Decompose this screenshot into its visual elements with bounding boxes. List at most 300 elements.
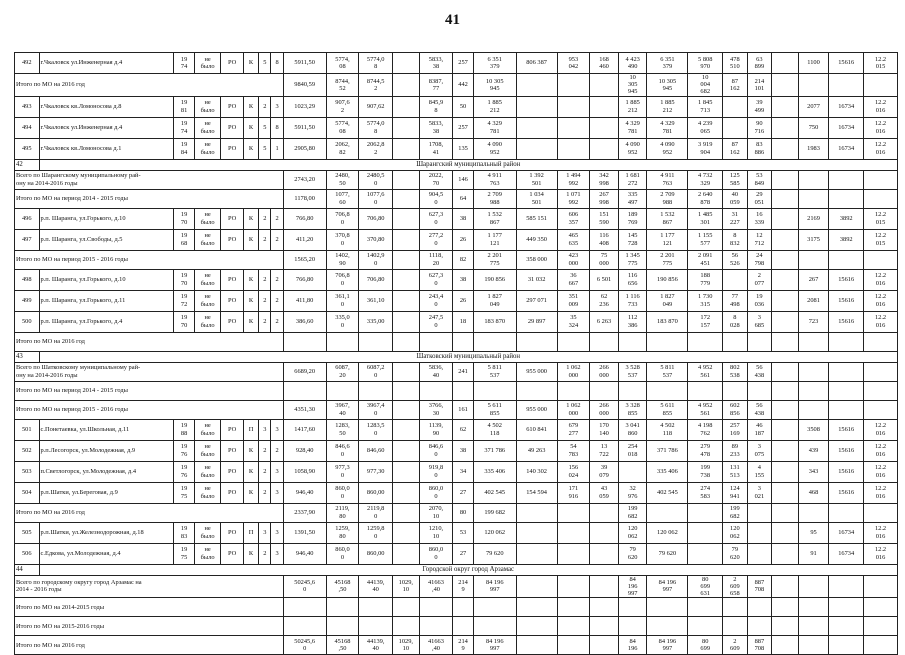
table-cell [618, 617, 647, 636]
table-cell [590, 117, 619, 138]
table-cell: 802 538 [723, 362, 748, 381]
table-row [15, 53, 898, 74]
table-cell: 62 [453, 419, 473, 440]
table-cell: 2062, 82 [326, 138, 359, 159]
table-cell: 3508 [798, 419, 829, 440]
table-cell: 8 [271, 117, 283, 138]
table-cell [772, 250, 799, 269]
table-cell [516, 598, 557, 617]
table-cell: 706,80 [359, 269, 393, 290]
table-cell: 56 526 [723, 250, 748, 269]
table-cell: 3766, 30 [419, 400, 453, 419]
table-cell [557, 598, 590, 617]
address-cell: р.п. Шаранга, ул.Горького, д.4 [39, 311, 174, 332]
table-cell: 846,6 0 [419, 440, 453, 461]
table-cell: 2 [259, 543, 271, 564]
table-cell [688, 332, 723, 351]
table-cell [688, 598, 723, 617]
table-cell: 8744,5 2 [359, 74, 393, 97]
table-cell: 18 [453, 311, 473, 332]
table-cell: РО [221, 482, 243, 503]
table-cell [747, 522, 772, 543]
table-cell [283, 617, 326, 636]
subtotal-row [15, 170, 898, 189]
table-cell: 90 716 [747, 117, 772, 138]
table-cell: РО [221, 229, 243, 250]
table-cell: 4351,30 [283, 400, 326, 419]
table-cell: 63 899 [747, 53, 772, 74]
table-cell: К [243, 138, 258, 159]
subtotal-label: Итого по МО на период 2015 - 2016 годы [15, 250, 284, 269]
table-cell: 12.2 016 [864, 419, 898, 440]
table-cell: 1283, 50 [326, 419, 359, 440]
table-cell [473, 598, 516, 617]
table-cell: 12.2 016 [864, 290, 898, 311]
table-row [15, 522, 898, 543]
table-cell: К [243, 229, 258, 250]
table-cell: 29 897 [516, 311, 557, 332]
table-cell: 140 302 [516, 461, 557, 482]
table-cell: не было [194, 208, 221, 229]
table-cell [473, 332, 516, 351]
row-number-cell: 495 [15, 138, 40, 159]
table-cell [590, 332, 619, 351]
table-cell: 370,8 0 [326, 229, 359, 250]
table-cell: 371 786 [647, 440, 688, 461]
table-cell: 12.2 016 [864, 117, 898, 138]
subtotal-row [15, 636, 898, 655]
table-cell [473, 617, 516, 636]
table-cell: 84 196 997 [473, 575, 516, 598]
table-cell [590, 522, 619, 543]
table-cell: 4 952 561 [688, 362, 723, 381]
table-cell [772, 269, 799, 290]
table-cell: 19 68 [174, 229, 194, 250]
table-cell [864, 362, 898, 381]
table-cell: 3967,4 0 [359, 400, 393, 419]
table-cell: 860,0 0 [419, 543, 453, 564]
section-row [15, 159, 898, 170]
section-number: 44 [15, 564, 40, 575]
table-row [15, 419, 898, 440]
table-cell [557, 636, 590, 655]
table-cell: 19 88 [174, 419, 194, 440]
table-cell: 183 870 [647, 311, 688, 332]
table-cell: 267 [798, 269, 829, 290]
table-cell: 2 [259, 290, 271, 311]
table-cell: 41663 ,40 [419, 575, 453, 598]
table-cell: 214 9 [453, 636, 473, 655]
table-cell: 2119,8 0 [359, 503, 393, 522]
table-cell: 860,0 0 [419, 482, 453, 503]
table-cell [747, 503, 772, 522]
subtotal-row [15, 503, 898, 522]
table-cell [419, 598, 453, 617]
table-cell [618, 461, 647, 482]
table-cell: 84 196 [618, 636, 647, 655]
table-cell: 145 728 [618, 229, 647, 250]
table-cell [723, 617, 748, 636]
table-cell: 266 000 [590, 362, 619, 381]
table-cell: К [243, 440, 258, 461]
subtotal-row [15, 381, 898, 400]
table-cell: РО [221, 208, 243, 229]
table-row [15, 208, 898, 229]
table-cell: К [243, 96, 258, 117]
table-cell: 860,0 0 [326, 543, 359, 564]
subtotal-label: Всего по Шарангскому муниципальному рай- ону на 2014-2016 годы [15, 170, 284, 189]
table-cell: 40 059 [723, 189, 748, 208]
table-cell: 5911,50 [283, 117, 326, 138]
table-cell [393, 617, 420, 636]
table-cell: 370,80 [359, 229, 393, 250]
table-cell [590, 543, 619, 564]
table-cell: 1 730 315 [688, 290, 723, 311]
table-cell: 358 000 [516, 250, 557, 269]
table-cell [557, 96, 590, 117]
table-cell [516, 522, 557, 543]
subtotal-label: Всего по Шатковскому муниципальному рай- ону на 2014-2016 годы [15, 362, 284, 381]
subtotal-label: Итого по МО на 2016 год [15, 636, 284, 655]
table-cell: 84 196 997 [473, 636, 516, 655]
table-cell: 4 090 952 [618, 138, 647, 159]
table-cell: 4 090 952 [647, 138, 688, 159]
table-cell: К [243, 290, 258, 311]
table-cell [393, 461, 420, 482]
table-cell: 2 [259, 96, 271, 117]
table-cell: 2480,5 0 [359, 170, 393, 189]
table-cell: 2022, 70 [419, 170, 453, 189]
subtotal-row [15, 598, 898, 617]
table-cell [747, 543, 772, 564]
table-cell [798, 250, 829, 269]
table-cell: 1 885 212 [618, 96, 647, 117]
table-cell: 465 635 [557, 229, 590, 250]
table-cell: 2 [271, 290, 283, 311]
table-cell: 190 856 [647, 269, 688, 290]
table-cell [798, 332, 829, 351]
table-cell: 5774, 08 [326, 53, 359, 74]
table-cell: 16734 [829, 138, 864, 159]
table-cell: 1 845 713 [688, 96, 723, 117]
table-cell [590, 636, 619, 655]
table-cell: не было [194, 53, 221, 74]
table-cell: 2070, 10 [419, 503, 453, 522]
table-cell: 766,80 [283, 208, 326, 229]
table-cell: 43 059 [590, 482, 619, 503]
table-cell: 1565,20 [283, 250, 326, 269]
table-cell [864, 332, 898, 351]
table-cell: 4 911 763 [473, 170, 516, 189]
table-cell: 16734 [829, 522, 864, 543]
table-cell: 27 [453, 482, 473, 503]
table-cell: не было [194, 269, 221, 290]
table-cell [772, 332, 799, 351]
table-cell: не было [194, 440, 221, 461]
table-row [15, 117, 898, 138]
table-cell: РО [221, 290, 243, 311]
table-cell: 1 062 000 [557, 400, 590, 419]
table-cell: 1178,00 [283, 189, 326, 208]
table-cell: не было [194, 461, 221, 482]
table-cell: РО [221, 138, 243, 159]
table-cell: 116 408 [590, 229, 619, 250]
address-cell: р.п. Шаранга, ул.Горького, д.10 [39, 208, 174, 229]
table-cell: П [243, 522, 258, 543]
table-cell: 5836, 40 [419, 362, 453, 381]
table-cell: 50245,6 0 [283, 575, 326, 598]
table-cell: 79 620 [618, 543, 647, 564]
table-cell: 172 157 [688, 311, 723, 332]
table-cell [557, 575, 590, 598]
table-cell [359, 332, 393, 351]
table-cell: 12 712 [747, 229, 772, 250]
row-number-cell: 500 [15, 311, 40, 332]
table-cell [772, 189, 799, 208]
table-cell [829, 362, 864, 381]
table-cell [393, 290, 420, 311]
table-cell: 4 502 118 [647, 419, 688, 440]
table-cell: 5 808 970 [688, 53, 723, 74]
table-cell: 171 916 [557, 482, 590, 503]
table-cell: К [243, 543, 258, 564]
table-cell: РО [221, 53, 243, 74]
row-number-cell: 494 [15, 117, 40, 138]
table-cell: 335 406 [647, 461, 688, 482]
table-cell [393, 543, 420, 564]
table-cell: 19 76 [174, 440, 194, 461]
table-cell [393, 229, 420, 250]
table-cell [772, 598, 799, 617]
subtotal-row [15, 250, 898, 269]
table-cell: 4 198 762 [688, 419, 723, 440]
table-cell: 199 682 [723, 503, 748, 522]
table-cell: 36 667 [557, 269, 590, 290]
table-cell [647, 332, 688, 351]
table-cell: 2 [259, 269, 271, 290]
table-cell: 80 [453, 503, 473, 522]
table-cell [829, 617, 864, 636]
table-cell: 2 201 775 [647, 250, 688, 269]
table-cell: не было [194, 117, 221, 138]
table-cell: не было [194, 522, 221, 543]
table-cell: 80 699 [688, 636, 723, 655]
table-cell [772, 543, 799, 564]
table-cell: 151 590 [590, 208, 619, 229]
table-cell [772, 290, 799, 311]
table-cell [747, 598, 772, 617]
table-cell: К [243, 482, 258, 503]
table-cell: 402 545 [473, 482, 516, 503]
table-cell: 1 155 577 [688, 229, 723, 250]
table-cell [419, 617, 453, 636]
table-cell: 887 708 [747, 636, 772, 655]
table-cell: 423 000 [557, 250, 590, 269]
table-cell [359, 617, 393, 636]
table-cell [516, 617, 557, 636]
table-cell: 3 685 [747, 311, 772, 332]
table-cell: 2 709 988 [473, 189, 516, 208]
table-cell [283, 598, 326, 617]
table-cell: 4 239 065 [688, 117, 723, 138]
table-cell [283, 381, 326, 400]
subtotal-label: Итого по МО на 2016 год [15, 74, 284, 97]
table-cell: 610 841 [516, 419, 557, 440]
table-cell: РО [221, 543, 243, 564]
table-cell: 750 [798, 117, 829, 138]
table-row [15, 290, 898, 311]
subtotal-row [15, 362, 898, 381]
table-cell: 266 000 [590, 400, 619, 419]
table-cell: 3892 [829, 229, 864, 250]
table-cell [772, 74, 799, 97]
table-cell: 887 708 [747, 575, 772, 598]
table-cell [798, 636, 829, 655]
table-cell: 156 024 [557, 461, 590, 482]
table-cell: 12.2 016 [864, 138, 898, 159]
row-number-cell: 493 [15, 96, 40, 117]
table-cell: 946,40 [283, 482, 326, 503]
table-cell [557, 117, 590, 138]
table-cell: 6 351 379 [473, 53, 516, 74]
table-cell: 2 [259, 311, 271, 332]
table-cell: 124 941 [723, 482, 748, 503]
table-cell [772, 117, 799, 138]
table-cell: 2 [271, 229, 283, 250]
table-cell: РО [221, 117, 243, 138]
table-cell: 402 545 [647, 482, 688, 503]
subtotal-row [15, 400, 898, 419]
table-cell: 4 090 952 [473, 138, 516, 159]
table-cell: 919,8 0 [419, 461, 453, 482]
table-cell [393, 503, 420, 522]
table-cell: 2 [259, 440, 271, 461]
address-cell: р.п.Лесогорск, ул.Молодежная, д.9 [39, 440, 174, 461]
table-cell [798, 575, 829, 598]
table-row [15, 543, 898, 564]
table-cell [326, 617, 359, 636]
table-cell: 257 169 [723, 419, 748, 440]
table-cell [326, 332, 359, 351]
table-cell [393, 598, 420, 617]
table-cell [393, 311, 420, 332]
table-cell: РО [221, 522, 243, 543]
table-cell: 723 [798, 311, 829, 332]
table-row [15, 440, 898, 461]
table-cell [516, 543, 557, 564]
table-cell: 1 494 992 [557, 170, 590, 189]
table-cell: 3892 [829, 208, 864, 229]
address-cell: р.п. Шаранга, ул.Горького, д.10 [39, 269, 174, 290]
table-cell: 16734 [829, 543, 864, 564]
table-cell: 3 [271, 96, 283, 117]
table-cell [798, 617, 829, 636]
table-cell: 6689,20 [283, 362, 326, 381]
table-cell: 8387, 77 [419, 74, 453, 97]
table-cell: 1029, 10 [393, 575, 420, 598]
table-cell [419, 381, 453, 400]
table-cell: 26 [453, 290, 473, 311]
table-cell [772, 311, 799, 332]
table-cell: 31 227 [723, 208, 748, 229]
address-cell: п.Светлогорск, ул.Молодежная, д.4 [39, 461, 174, 482]
table-cell: 38 [453, 440, 473, 461]
table-cell [590, 503, 619, 522]
table-cell: 8 832 [723, 229, 748, 250]
table-cell: 214 9 [453, 575, 473, 598]
table-cell: 706,80 [359, 208, 393, 229]
table-cell: 2 640 878 [688, 189, 723, 208]
table-cell: 31 032 [516, 269, 557, 290]
table-cell: 12.2 016 [864, 543, 898, 564]
table-cell: 1983 [798, 138, 829, 159]
table-cell: 766,80 [283, 269, 326, 290]
table-cell [516, 575, 557, 598]
table-cell: 24 798 [747, 250, 772, 269]
table-cell [419, 332, 453, 351]
table-cell: 3 021 [747, 482, 772, 503]
table-cell [829, 332, 864, 351]
table-row [15, 269, 898, 290]
table-cell [618, 598, 647, 617]
table-cell [557, 543, 590, 564]
table-cell: 361,10 [359, 290, 393, 311]
table-cell [723, 96, 748, 117]
table-cell [453, 332, 473, 351]
table-cell: 2169 [798, 208, 829, 229]
address-cell: с.Едкова, ул.Молодежная, д.4 [39, 543, 174, 564]
row-number-cell: 496 [15, 208, 40, 229]
table-cell: 50245,6 0 [283, 636, 326, 655]
table-cell [516, 636, 557, 655]
table-cell: 29 051 [747, 189, 772, 208]
table-cell: 1 681 272 [618, 170, 647, 189]
table-cell: 5 [259, 138, 271, 159]
table-cell [590, 74, 619, 97]
address-cell: р.п. Шаранга, ул.Горького, д.11 [39, 290, 174, 311]
address-cell: с.Понетаевка, ул.Школьная, д.11 [39, 419, 174, 440]
table-cell [723, 269, 748, 290]
table-cell: 9840,59 [283, 74, 326, 97]
table-cell: 5833, 38 [419, 117, 453, 138]
table-cell: 125 585 [723, 170, 748, 189]
table-cell: 189 769 [618, 208, 647, 229]
table-cell: 199 682 [473, 503, 516, 522]
table-cell: 442 [453, 74, 473, 97]
table-cell: 56 438 [747, 362, 772, 381]
housing-repair-table [14, 52, 898, 655]
table-cell [557, 138, 590, 159]
table-cell [829, 74, 864, 97]
table-cell: РО [221, 461, 243, 482]
table-cell: не было [194, 543, 221, 564]
table-cell: 45168 ,50 [326, 636, 359, 655]
table-cell: К [243, 311, 258, 332]
table-cell [393, 250, 420, 269]
table-cell [393, 138, 420, 159]
table-cell [688, 617, 723, 636]
table-cell: 2 609 [723, 636, 748, 655]
table-cell: 5911,50 [283, 53, 326, 74]
table-cell: 2337,90 [283, 503, 326, 522]
table-cell [647, 617, 688, 636]
table-cell: 4 329 781 [473, 117, 516, 138]
table-cell [747, 381, 772, 400]
section-title: Шатковский муниципальный район [39, 351, 897, 362]
table-cell [864, 170, 898, 189]
subtotal-label: Итого по МО на период 2014 - 2015 годы [15, 189, 284, 208]
table-cell [473, 381, 516, 400]
